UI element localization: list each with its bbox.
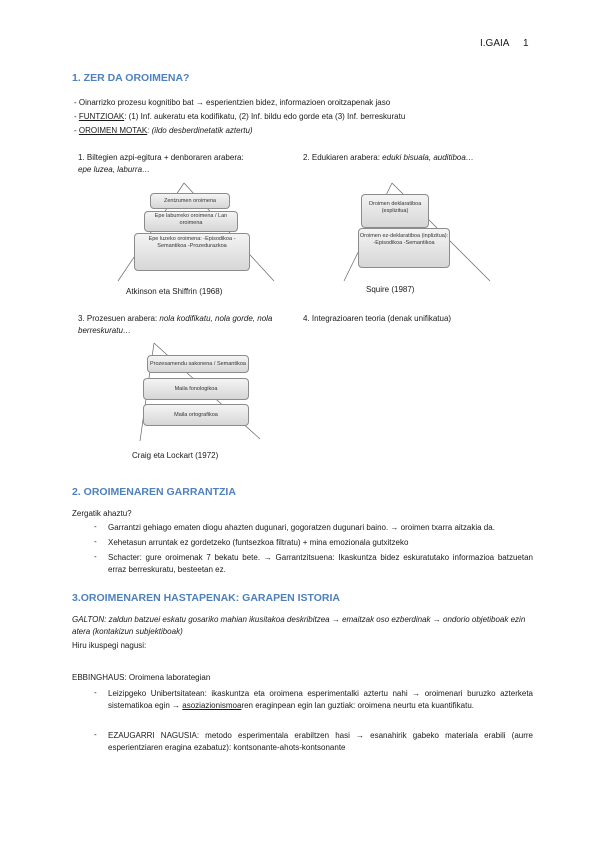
bullet-dash: - (94, 552, 97, 561)
pyramid3-box-middle: Maila fonologikoa (143, 378, 249, 400)
section2-bullet-3: Schacter: gure oroimenak 7 bekatu bete. → Garrantzitsuena: Ikaskuntza bidez eskuratutako informazioa batzuetan erraz berreskuratu, besteetan ez. (108, 553, 533, 574)
ebbinghaus-heading: EBBINGHAUS: Oroimena laborategian (72, 673, 211, 682)
ebbinghaus-bullet-1: Leizipgeko Unibertsitatean: ikaskuntza eta oroimena esperimentalki aztertu nahi → oroimenari buruzko azterketa sistematikoa egin → asoziazionismoaren eraginpean egin lan guztiak: oroimena neurtu eta kuantifikatu. (108, 689, 533, 710)
bullet-dash: - (94, 730, 97, 739)
functions-term: FUNTZIOAK (78, 112, 125, 121)
section2-bullet-2: Xehetasun arruntak ez gordetzeko (funtsezkoa filtratu) + mina emozionala gutxitzeko (108, 538, 409, 547)
page-number: 1 (523, 38, 529, 49)
functions-line: - FUNTZIOAK: (1) Inf. aukeratu eta kodifikatu, (2) Inf. bildu edo gorde eta (3) Inf. berreskuratu (74, 112, 406, 121)
pyramid1-box-bottom: Epe luzeko oroimena: -Episodikoa -Semantikoa -Prozedurazkoa (134, 233, 250, 271)
definition-line: - Oinarrizko prozesu kognitibo bat → esperientzien bidez, informazioen oroitzapenak jaso (74, 98, 391, 107)
section2-title: 2. OROIMENAREN GARRANTZIA (72, 486, 236, 498)
pyramid1-box-top: Zentzumen oroimena (150, 193, 230, 209)
associationism-term: asoziazionismoa (182, 701, 242, 710)
bullet-dash: - (94, 537, 97, 546)
type2-label: 2. Edukiaren arabera: eduki bisuala, auditiboa… (303, 153, 474, 162)
chapter-label: I.GAIA (480, 38, 510, 49)
pyramid2-box-bottom: Oroimen ez-deklaratiboa (inplizitua): -Episodikoa -Semantikoa (358, 228, 450, 268)
pyramid2-caption: Squire (1987) (366, 285, 415, 294)
section2-bullet-1: Garrantzi gehiago ematen diogu ahazten dugunari, gogoratzen dugunari baino. → oroimen txarra aitzakia da. (108, 523, 495, 532)
types-term: OROIMEN MOTAK (78, 126, 148, 135)
pyramid1-box-middle: Epe laburreko oroimena / Lan oroimena (144, 211, 238, 232)
section3-title: 3.OROIMENAREN HASTAPENAK: GARAPEN ISTORIA (72, 592, 340, 604)
type1-label: 1. Biltegien azpi-egitura + denboraren arabera: epe luzea, laburra… (78, 153, 244, 174)
pyramid1-caption: Atkinson eta Shiffrin (1968) (126, 287, 223, 296)
types-line: - OROIMEN MOTAK: (ildo desberdinetatik aztertu) (74, 126, 253, 135)
section1-title: 1. ZER DA OROIMENA? (72, 72, 190, 84)
ebbinghaus-bullet-2: EZAUGARRI NAGUSIA: metodo esperimentala erabiltzen hasi → esanahirik gabeko materiala erabili (aurre esperientziaren eragina ezabatuz): kontsonante-ahots-kontsonante (108, 731, 533, 752)
type4-label: 4. Integrazioaren teoria (denak unifikatua) (303, 314, 452, 323)
type3-label: 3. Prozesuen arabera: nola kodifikatu, nola gorde, nola berreskuratu… (78, 314, 273, 335)
bullet-dash: - (94, 522, 97, 531)
pyramid3-caption: Craig eta Lockart (1972) (132, 451, 219, 460)
galton-paragraph: GALTON: zaldun batzuei eskatu gosariko mahian ikusitakoa deskribitzea → emaitzak oso ezberdinak → ondorio objetiboak ezin atera (kontakizun subjektiboak) (72, 615, 526, 636)
pyramid2-box-top: Oroimen deklaratiboa (esplizitua) (361, 194, 429, 228)
pyramid3-box-top: Prozesamendu sakonena / Semantikoa (147, 355, 249, 373)
viewpoints-intro: Hiru ikuspegi nagusi: (72, 641, 147, 650)
pyramid3-box-bottom: Maila ortografikoa (143, 404, 249, 426)
section2-question: Zergatik ahaztu? (72, 509, 132, 518)
bullet-dash: - (94, 688, 97, 697)
